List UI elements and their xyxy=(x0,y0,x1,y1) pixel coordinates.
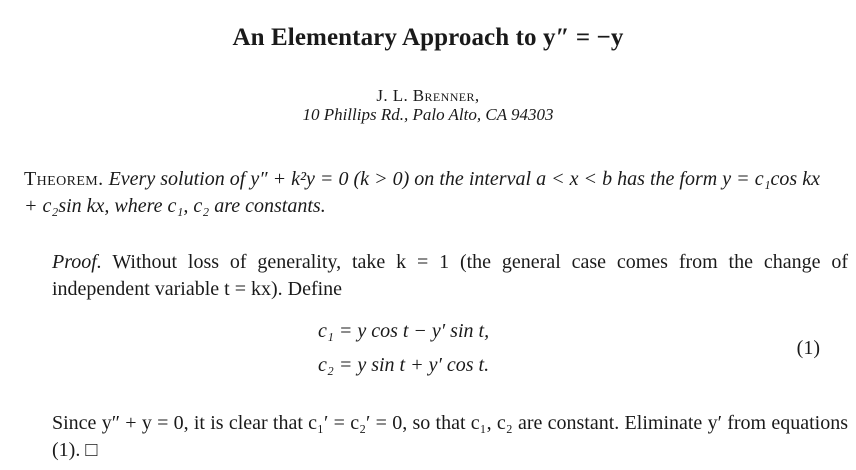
equation-number: (1) xyxy=(796,337,820,359)
equation-c2: c₂ = y sin t + y′ cos t. xyxy=(318,354,490,376)
author-address: 10 Phillips Rd., Palo Alto, CA 94303 xyxy=(302,105,554,124)
theorem-label: Theorem. xyxy=(24,168,104,190)
theorem-paragraph xyxy=(24,166,820,220)
qed-symbol: □ xyxy=(85,439,98,461)
proof-text: Without loss of generality, take k = 1 (the general case comes from the change of independent variable t = kx). Define xyxy=(52,251,848,300)
theorem-statement: Every solution of y″ + k²y = 0 (k > 0) on the interval a < x < b has the form y = c₁cos kx + c₂sin kx, where c₁, c₂ are constants. xyxy=(24,168,820,217)
paper-title-text: An Elementary Approach to y″ = −y xyxy=(232,24,624,51)
conclusion-text: Since y″ + y = 0, it is clear that c₁′ = c₂′ = 0, so that c₁, c₂ are constant. Eliminate y′ from equations (1). xyxy=(52,412,848,461)
equation-c1: c₁ = y cos t − y′ sin t, xyxy=(318,320,490,342)
conclusion-paragraph xyxy=(24,410,848,464)
author-name: J. L. Brenner, xyxy=(376,86,480,105)
proof-label: Proof. xyxy=(52,251,102,273)
paper-title xyxy=(0,24,856,52)
proof-paragraph xyxy=(24,249,848,303)
